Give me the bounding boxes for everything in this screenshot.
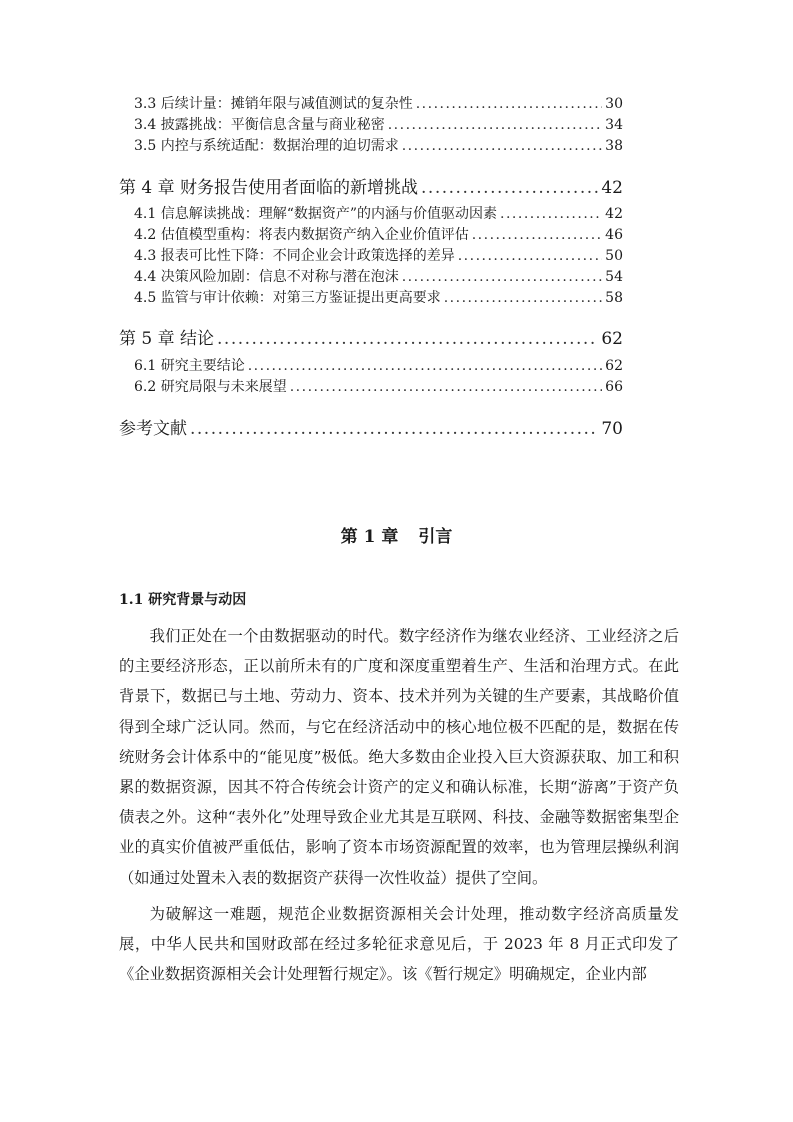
toc-leader	[416, 94, 602, 115]
toc-entry-page: 42	[601, 178, 623, 198]
toc-entry-references[interactable]	[119, 413, 623, 445]
table-of-contents	[119, 92, 623, 445]
toc-entry-title: 4.4 决策风险加剧：信息不对称与潜在泡沫	[134, 269, 399, 285]
toc-entry-4-1[interactable]	[119, 204, 623, 225]
toc-leader	[458, 246, 602, 267]
toc-entry-6-2[interactable]	[119, 377, 623, 398]
toc-leader	[217, 323, 598, 355]
toc-entry-3-5[interactable]	[119, 136, 623, 157]
toc-leader	[290, 377, 602, 398]
toc-entry-title: 第 4 章 财务报告使用者面临的新增挑战	[119, 178, 419, 198]
toc-leader	[500, 204, 602, 225]
toc-leader	[402, 267, 602, 288]
toc-leader	[421, 172, 598, 204]
toc-entry-page: 70	[601, 419, 623, 439]
toc-leader	[190, 413, 598, 445]
toc-entry-page: 66	[605, 379, 623, 395]
toc-entry-page: 42	[605, 206, 623, 222]
toc-entry-title: 参考文献	[119, 419, 187, 439]
paragraph: 我们正处在一个由数据驱动的时代。数字经济作为继农业经济、工业经济之后的主要经济形态，正以前所未有的广度和深度重塑着生产、生活和治理方式。在此背景下，数据已与土地、劳动力、资本、技术并列为关键的生产要素，其战略价值得到全球广泛认同。然而，与它在经济活动中的核心地位极不匹配的是，数据在传统财务会计体系中的“能见度”极低。绝大多数由企业投入巨大资源获取、加工和积累的数据资源，因其不符合传统会计资产的定义和确认标准，长期“游离”于资产负债表之外。这种“表外化”处理导致企业尤其是互联网、科技、金融等数据密集型企业的真实价值被严重低估，影响了资本市场资源配置的效率，也为管理层操纵利润（如通过处置未入表的数据资产获得一次性收益）提供了空间。	[119, 627, 679, 887]
toc-entry-title: 4.5 监管与审计依赖：对第三方鉴证提出更高要求	[134, 290, 441, 306]
toc-entry-title: 4.2 估值模型重构：将表内数据资产纳入企业价值评估	[134, 227, 469, 243]
toc-entry-6-1[interactable]	[119, 356, 623, 377]
toc-entry-page: 50	[605, 248, 623, 264]
toc-leader	[472, 225, 602, 246]
chapter-number: 第 1 章	[340, 527, 399, 547]
toc-entry-4-4[interactable]	[119, 267, 623, 288]
chapter-name: 引言	[418, 527, 453, 547]
toc-entry-4-3[interactable]	[119, 246, 623, 267]
toc-entry-4-2[interactable]	[119, 225, 623, 246]
toc-entry-title: 第 5 章 结论	[119, 329, 215, 349]
section-heading: 1.1 研究背景与动因	[119, 592, 247, 608]
toc-entry-page: 58	[605, 290, 623, 306]
toc-entry-3-4[interactable]	[119, 115, 623, 136]
toc-entry-page: 38	[605, 138, 623, 154]
toc-entry-title: 3.4 披露挑战：平衡信息含量与商业秘密	[134, 117, 385, 133]
chapter-heading	[0, 522, 793, 547]
toc-entry-title: 6.1 研究主要结论	[134, 358, 245, 374]
toc-leader	[248, 356, 602, 377]
toc-entry-page: 62	[605, 358, 623, 374]
toc-entry-page: 54	[605, 269, 623, 285]
toc-leader	[444, 288, 602, 309]
toc-entry-title: 3.3 后续计量：摊销年限与减值测试的复杂性	[134, 96, 413, 112]
body-text	[119, 621, 679, 995]
toc-entry-title: 4.1 信息解读挑战：理解“数据资产”的内涵与价值驱动因素	[134, 206, 498, 222]
toc-entry-page: 34	[605, 117, 623, 133]
toc-leader	[388, 115, 602, 136]
toc-entry-page: 62	[601, 329, 623, 349]
toc-entry-chapter-4[interactable]	[119, 172, 623, 204]
toc-entry-title: 3.5 内控与系统适配：数据治理的迫切需求	[134, 138, 399, 154]
toc-entry-page: 46	[605, 227, 623, 243]
toc-entry-4-5[interactable]	[119, 288, 623, 309]
toc-entry-page: 30	[605, 96, 623, 112]
paragraph: 为破解这一难题，规范企业数据资源相关会计处理，推动数字经济高质量发展，中华人民共和国财政部在经过多轮征求意见后，于 2023 年 8 月正式印发了《企业数据资源相关会计处理暂行规定》。该《暂行规定》明确规定，企业内部	[119, 904, 679, 984]
toc-entry-3-3[interactable]	[119, 94, 623, 115]
toc-entry-title: 6.2 研究局限与未来展望	[134, 379, 287, 395]
toc-entry-title: 4.3 报表可比性下降：不同企业会计政策选择的差异	[134, 248, 455, 264]
toc-leader	[402, 136, 602, 157]
toc-entry-chapter-5[interactable]	[119, 323, 623, 355]
